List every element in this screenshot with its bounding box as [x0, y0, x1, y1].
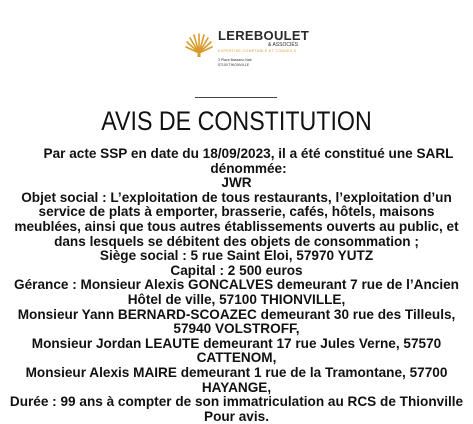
notice-closing: Pour avis.: [204, 408, 269, 424]
notice-gerance-2: Monsieur Yann BERNARD-SCOAZEC demeurant 30 rue des Tilleuls, 57940 VOLSTROFF,: [17, 306, 456, 337]
notice-gerance-3: Monsieur Jordan LEAUTE demeurant 17 rue Jules Verne, 57570 CATTENOM,: [31, 335, 442, 366]
logo-city: 57100 THIONVILLE: [218, 63, 250, 67]
notice-company-name: JWR: [221, 175, 252, 191]
company-logo: [184, 22, 310, 70]
title-divider: [195, 97, 277, 98]
notice-siege-social: Siège social : 5 rue Saint Eloi, 57970 YUTZ: [99, 248, 374, 264]
notice-objet-social: Objet social : L’exploitation de tous restaurants, l’exploitation d’un service de plats à emporter, brasserie, cafés, hôtels, maisons meublées, ainsi que tous autres établissements ouverts au public, et dans lesquels se débitent des objets de consommation ;: [14, 189, 459, 249]
notice-gerance-4: Monsieur Alexis MAIRE demeurant 1 rue de la Tramontane, 57700 HAYANGE,: [25, 364, 448, 395]
notice-gerance-1: Gérance : Monsieur Alexis GONCALVES demeurant 7 rue de l’Ancien Hôtel de ville, 57100 THIONVILLE,: [14, 277, 459, 307]
tree-emblem-icon: [184, 29, 214, 59]
logo-address: 3 Place Bassano Naé: [218, 58, 252, 62]
notice-body: [0, 147, 473, 424]
logo-company-name: LEREBOULET: [218, 28, 310, 43]
notice-title: AVIS DE CONSTITUTION: [101, 106, 372, 136]
logo-company-suffix: & ASSOCIÉS: [268, 42, 299, 48]
notice-duree: Durée : 99 ans à compter de son immatriculation au RCS de Thionville: [9, 394, 464, 410]
notice-intro: Par acte SSP en date du 18/09/2023, il a été constitué une SARL dénommée:: [43, 146, 454, 176]
notice-capital: Capital : 2 500 euros: [170, 262, 303, 278]
logo-tagline: EXPERTISE COMPTABLE ET CONSEILS: [218, 49, 297, 53]
